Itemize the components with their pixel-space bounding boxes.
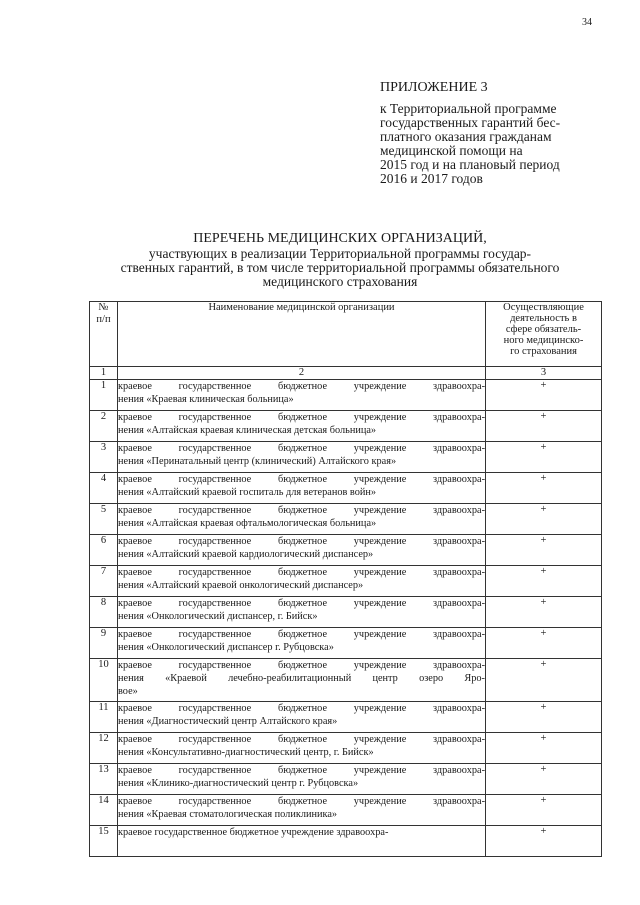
organization-name-line: краевое государственное бюджетное учреждение здравоохра- bbox=[118, 796, 485, 807]
row-number: 6 bbox=[90, 535, 118, 566]
header-oms-line: деятельность в bbox=[510, 313, 577, 324]
table-row bbox=[90, 566, 602, 597]
oms-participation-mark: + bbox=[486, 702, 602, 733]
header-oms-line: го страхования bbox=[510, 346, 577, 357]
organization-name bbox=[118, 764, 486, 795]
organization-name bbox=[118, 826, 486, 857]
row-number: 14 bbox=[90, 795, 118, 826]
organization-name-line: краевое государственное бюджетное учреждение здравоохра- bbox=[118, 443, 485, 454]
organization-name-line: краевое государственное бюджетное учреждение здравоохра- bbox=[118, 598, 485, 609]
appendix-line: 2015 год и на плановый период bbox=[380, 157, 560, 172]
oms-participation-mark: + bbox=[486, 826, 602, 857]
organization-name-line: нения «Алтайский краевой госпиталь для ветеранов войн» bbox=[118, 487, 377, 498]
organization-name-line: вое» bbox=[118, 686, 138, 697]
table-row bbox=[90, 473, 602, 504]
appendix-line: 2016 и 2017 годов bbox=[380, 171, 483, 186]
organization-name-line: краевое государственное бюджетное учреждение здравоохра- bbox=[118, 474, 485, 485]
organization-name-line: краевое государственное бюджетное учреждение здравоохра- bbox=[118, 536, 485, 547]
organization-name-line: нения «Алтайская краевая офтальмологическая больница» bbox=[118, 518, 377, 529]
oms-participation-mark: + bbox=[486, 733, 602, 764]
row-number: 4 bbox=[90, 473, 118, 504]
table-row bbox=[90, 795, 602, 826]
oms-participation-mark: + bbox=[486, 795, 602, 826]
appendix-line: платного оказания гражданам bbox=[380, 129, 552, 144]
organization-name-line: краевое государственное бюджетное учреждение здравоохра- bbox=[118, 660, 485, 671]
table-row bbox=[90, 411, 602, 442]
header-number-line: № bbox=[98, 302, 109, 313]
row-number: 1 bbox=[90, 380, 118, 411]
header-oms-line: ного медицинско- bbox=[503, 335, 584, 346]
table-row bbox=[90, 764, 602, 795]
header-oms-line: сфере обязатель- bbox=[505, 324, 582, 335]
organization-name bbox=[118, 535, 486, 566]
organization-name-line: нения «Краевой лечебно-реабилитационный центр озеро Яро- bbox=[118, 673, 485, 684]
heading-line: участвующих в реализации Территориальной программы государ- bbox=[148, 246, 532, 261]
row-number: 11 bbox=[90, 702, 118, 733]
appendix-line: к Территориальной программе bbox=[380, 101, 557, 116]
organization-name-line: нения «Онкологический диспансер г. Рубцовска» bbox=[118, 642, 334, 653]
header-number bbox=[90, 302, 118, 367]
organization-name-line: нения «Диагностический центр Алтайского края» bbox=[118, 716, 338, 727]
oms-participation-mark: + bbox=[486, 628, 602, 659]
organization-name-line: нения «Алтайский краевой кардиологический диспансер» bbox=[118, 549, 374, 560]
organization-name bbox=[118, 411, 486, 442]
header-oms-activity bbox=[486, 302, 602, 367]
row-number: 13 bbox=[90, 764, 118, 795]
oms-participation-mark: + bbox=[486, 411, 602, 442]
heading-line: ственных гарантий, в том числе территориальной программы обязательного bbox=[120, 260, 560, 275]
header-number-line: п/п bbox=[96, 314, 111, 325]
organization-name-line: краевое государственное бюджетное учреждение здравоохра- bbox=[118, 765, 485, 776]
row-number: 2 bbox=[90, 411, 118, 442]
column-number: 3 bbox=[486, 367, 602, 380]
oms-participation-mark: + bbox=[486, 597, 602, 628]
row-number: 9 bbox=[90, 628, 118, 659]
table-row bbox=[90, 733, 602, 764]
row-number: 7 bbox=[90, 566, 118, 597]
organization-name-line: краевое государственное бюджетное учреждение здравоохра- bbox=[118, 412, 485, 423]
appendix-title: ПРИЛОЖЕНИЕ 3 bbox=[380, 80, 488, 95]
organization-name-line: нения «Клинико-диагностический центр г. Рубцовска» bbox=[118, 778, 359, 789]
organization-name-line: краевое государственное бюджетное учреждение здравоохра- bbox=[118, 734, 485, 745]
header-oms-line: Осуществляющие bbox=[503, 302, 584, 313]
row-number: 8 bbox=[90, 597, 118, 628]
heading-title: ПЕРЕЧЕНЬ МЕДИЦИНСКИХ ОРГАНИЗАЦИЙ, bbox=[193, 231, 487, 246]
oms-participation-mark: + bbox=[486, 535, 602, 566]
table-row bbox=[90, 628, 602, 659]
organization-name bbox=[118, 733, 486, 764]
organization-name-line: нения «Алтайский краевой онкологический диспансер» bbox=[118, 580, 364, 591]
row-number: 15 bbox=[90, 826, 118, 857]
organization-name bbox=[118, 473, 486, 504]
appendix-block bbox=[380, 80, 620, 186]
row-number: 3 bbox=[90, 442, 118, 473]
table-row bbox=[90, 659, 602, 702]
organization-name-line: краевое государственное бюджетное учреждение здравоохра- bbox=[118, 567, 485, 578]
organization-name-line: нения «Краевая клиническая больница» bbox=[118, 394, 294, 405]
appendix-line: медицинской помощи на bbox=[380, 143, 523, 158]
oms-participation-mark: + bbox=[486, 659, 602, 702]
table-row bbox=[90, 597, 602, 628]
row-number: 10 bbox=[90, 659, 118, 702]
column-number: 1 bbox=[90, 367, 118, 380]
organization-name bbox=[118, 628, 486, 659]
oms-participation-mark: + bbox=[486, 566, 602, 597]
organization-name-line: нения «Консультативно-диагностический центр, г. Бийск» bbox=[118, 747, 374, 758]
column-numbers-row bbox=[90, 367, 602, 380]
row-number: 12 bbox=[90, 733, 118, 764]
appendix-line: государственных гарантий бес- bbox=[380, 115, 561, 130]
oms-participation-mark: + bbox=[486, 442, 602, 473]
oms-participation-mark: + bbox=[486, 504, 602, 535]
organization-name bbox=[118, 442, 486, 473]
organization-name-line: краевое государственное бюджетное учреждение здравоохра- bbox=[118, 827, 389, 838]
organization-name-line: нения «Онкологический диспансер, г. Бийск» bbox=[118, 611, 318, 622]
organization-name bbox=[118, 702, 486, 733]
organizations-table bbox=[89, 301, 602, 857]
column-number: 2 bbox=[118, 367, 486, 380]
organization-name-line: нения «Краевая стоматологическая поликлиника» bbox=[118, 809, 338, 820]
table-row bbox=[90, 702, 602, 733]
table-header-row bbox=[90, 302, 602, 367]
organization-name bbox=[118, 597, 486, 628]
header-organization-name: Наименование медицинской организации bbox=[118, 302, 486, 367]
table-row bbox=[90, 380, 602, 411]
organization-name-line: краевое государственное бюджетное учреждение здравоохра- bbox=[118, 381, 485, 392]
organization-name bbox=[118, 380, 486, 411]
table-row bbox=[90, 504, 602, 535]
document-heading bbox=[60, 231, 620, 289]
oms-participation-mark: + bbox=[486, 473, 602, 504]
heading-line: медицинского страхования bbox=[262, 274, 418, 289]
organization-name bbox=[118, 504, 486, 535]
organization-name bbox=[118, 566, 486, 597]
table-row bbox=[90, 826, 602, 857]
organization-name-line: краевое государственное бюджетное учреждение здравоохра- bbox=[118, 505, 485, 516]
organization-name-line: нения «Перинатальный центр (клинический) Алтайского края» bbox=[118, 456, 397, 467]
organization-name-line: нения «Алтайская краевая клиническая детская больница» bbox=[118, 425, 377, 436]
organization-name-line: краевое государственное бюджетное учреждение здравоохра- bbox=[118, 703, 485, 714]
organization-name bbox=[118, 795, 486, 826]
oms-participation-mark: + bbox=[486, 380, 602, 411]
table-row bbox=[90, 535, 602, 566]
page-number: 34 bbox=[582, 17, 592, 28]
table-row bbox=[90, 442, 602, 473]
organization-name-line: краевое государственное бюджетное учреждение здравоохра- bbox=[118, 629, 485, 640]
organization-name bbox=[118, 659, 486, 702]
oms-participation-mark: + bbox=[486, 764, 602, 795]
row-number: 5 bbox=[90, 504, 118, 535]
